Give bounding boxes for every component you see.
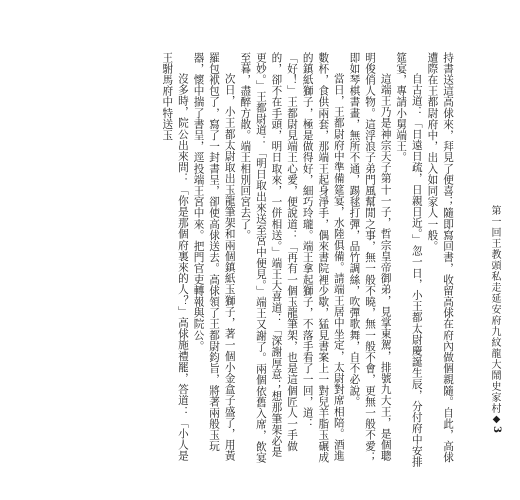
chapter-number: 第一回 <box>489 205 500 238</box>
page-number: 3 <box>491 426 502 434</box>
chapter-title-sub: 九紋龍大鬧史家村 <box>489 326 500 414</box>
paragraph: 持書送這高俅來，拜見了便喜；隨即寫回書，收留高俅在府內做個親隨。自此，高俅遭際在王都尉府中，出入如同家人一般。 <box>426 52 454 463</box>
chapter-title-main: 王教頭私走延安府 <box>489 238 500 326</box>
paragraph: 當日，王都尉府中準備筵宴，水陸俱備。請端王居中坐定，太尉對席相陪。酒進數杯，食供兩套，那端王起身淨手，偶來書院裡少歇，猛見書案上一對兒羊脂玉碾成的鎮紙獅子，極是做得好，細巧玲瓏。端王拿起獅子，不落手看了一回，道：「好！」王都尉見端王心愛，便說道：「再有一個玉龍筆架，也是這個匠人一手做的，卻不在手頭，明日取來，一併相送。」端王大喜道：「深謝厚意；想那筆架必是更妙。」王都尉道：「明日取出來送至宮中便見。」端王又謝了。兩個依舊入席，飲宴至暮，盡醉方散。端王相別回宮去了。 <box>239 52 345 464</box>
running-header <box>487 205 502 485</box>
paragraph: 沒多時，院公出來問：「你是那個府裏來的人？」高俅施禮罷，答道：「小人是王駙馬府中特送玉 <box>161 52 189 462</box>
body-text <box>75 52 455 468</box>
paragraph: 次日，小王都太尉取出玉龍筆架和兩個鎮紙玉獅子，著一個小金盒子盛了，用黃羅包袱包了，寫了一封書呈，卻使高俅送去。高俅領了王都尉鈞旨，將著兩般玉玩器，懷中揣了書呈，逕投端王宮中來。把門官吏轉報與院公。 <box>192 52 236 462</box>
diamond-icon: ◆ <box>491 414 502 426</box>
paragraph: 自古道：「日遠日疏，日親日近。」忽一日，小王都太尉慶誕生辰，分付府中安排筵宴，專請小舅端王。 <box>395 52 423 468</box>
paragraph: 這端王乃是神宗天子第十一子，哲宗皇帝御弟，見掌東駕，排號九大王，是個聰明俊俏人物。這浮浪子弟門風幫閒之事，無一般不曉，無一般不會，更無一般不愛；即如琴棋書畫，無所不通，踢毬打彈，品竹調絲，吹彈歌舞，自不必說。 <box>348 52 392 463</box>
